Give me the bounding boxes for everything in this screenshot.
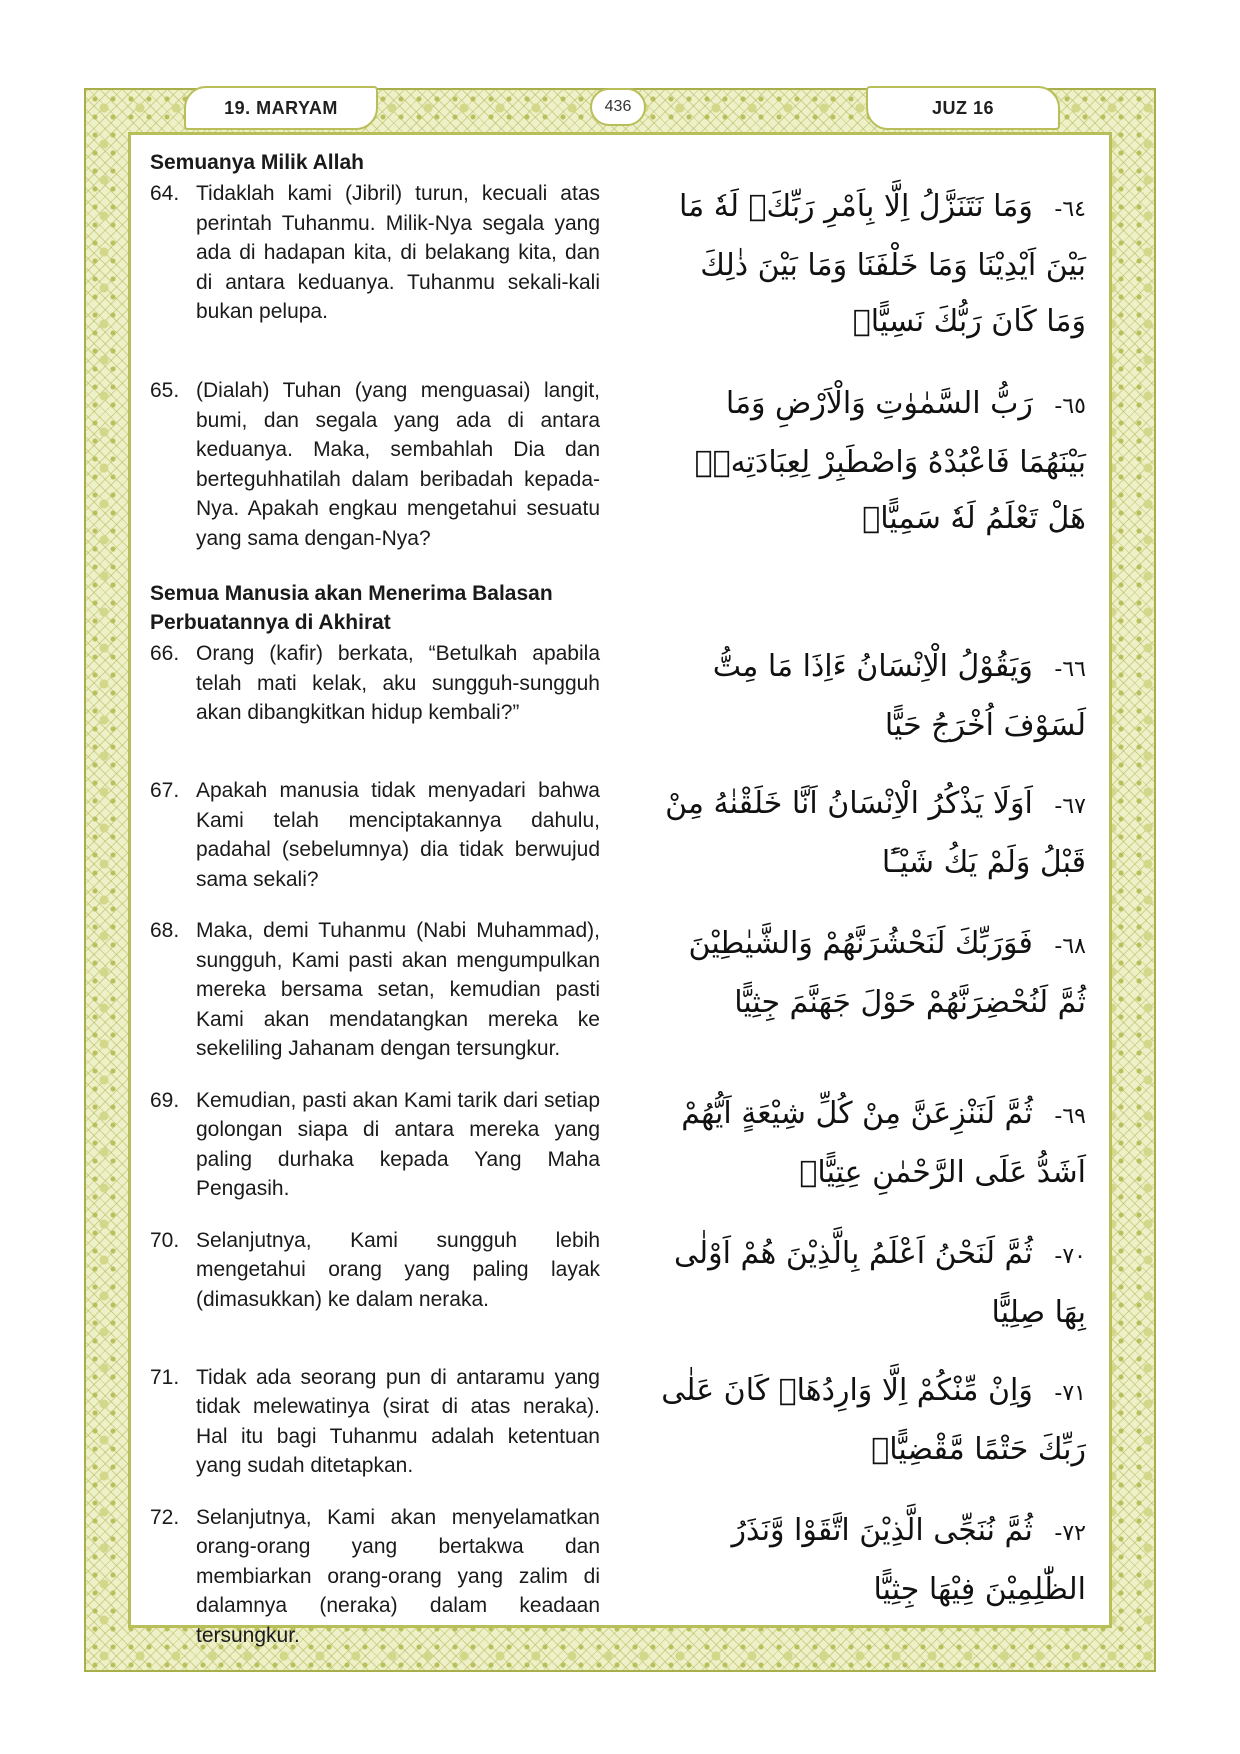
translation [150,179,610,350]
arabic-verse [656,776,1090,894]
arabic-text: رَبُّ السَّمٰوٰتِ وَالْاَرْضِ وَمَا بَيْنَهُمَا فَاعْبُدْهُ وَاصْطَبِرْ لِعِبَادَتِهٖۗ هَلْ تَعْلَمُ لَهٗ سَمِيًّاࣖ [694,386,1086,536]
arabic-verse [656,179,1090,350]
arabic-verse-number: ٦٦- [1054,657,1086,682]
arabic-verse-number: ٦٤- [1054,197,1086,222]
verse-translation: Selanjutnya, Kami akan menyelamatkan orang-orang yang bertakwa dan membiarkan orang-orang yang zalim di dalamnya (neraka) dalam keadaan tersungkur. [196,1505,600,1647]
page-number: 436 [590,88,646,126]
verse-69 [150,1086,1090,1204]
verse-number: 65. [150,379,180,402]
arabic-verse-number: ٦٩- [1054,1103,1086,1129]
verse-translation: Tidak ada seorang pun di antaramu yang tidak melewatinya (sirat di atas neraka). Hal itu bagi Tuhanmu adalah ketentuan yang sudah ditetapkan. [196,1365,600,1477]
verse-66 [150,639,1090,754]
arabic-text: اَوَلَا يَذْكُرُ الْاِنْسَانُ اَنَّا خَلَقْنٰهُ مِنْ قَبْلُ وَلَمْ يَكُ شَيْـًٔا [665,786,1086,880]
verse-72 [150,1503,1090,1651]
section [150,579,1090,1650]
arabic-text: وَمَا نَتَنَزَّلُ اِلَّا بِاَمْرِ رَبِّكَۚ لَهٗ مَا بَيْنَ اَيْدِيْنَا وَمَا خَلْفَنَا وَمَا بَيْنَ ذٰلِكَ وَمَا كَانَ رَبُّكَ نَسِيًّاۚ [679,189,1086,339]
arabic-text: ثُمَّ لَنَنْزِعَنَّ مِنْ كُلِّ شِيْعَةٍ اَيُّهُمْ اَشَدُّ عَلَى الرَّحْمٰنِ عِتِيًّاۚ [681,1095,1086,1190]
arabic-verse [656,376,1090,553]
translation [150,776,610,894]
verse-translation: Kemudian, pasti akan Kami tarik dari setiap golongan siapa di antara mereka yang paling durhaka kepada Yang Maha Pengasih. [196,1088,600,1200]
arabic-verse-number: ٧١- [1054,1380,1086,1406]
arabic-text: فَوَرَبِّكَ لَنَحْشُرَنَّهُمْ وَالشَّيٰطِيْنَ ثُمَّ لَنُحْضِرَنَّهُمْ حَوْلَ جَهَنَّمَ جِثِيًّا [688,926,1086,1020]
arabic-verse-number: ٦٧- [1054,794,1086,819]
verse-translation: Maka, demi Tuhanmu (Nabi Muhammad), sungguh, Kami pasti akan mengumpulkan mereka bersama setan, kemudian pasti Kami akan mendatangkan mereka ke sekeliling Jahanam dengan tersungkur. [196,919,600,1060]
section-title: Semua Manusia akan Menerima Balasan Perbuatannya di Akhirat [150,582,553,634]
verse-translation: Selanjutnya, Kami sungguh lebih mengetahui orang yang paling layak (dimasukkan) ke dalam neraka. [196,1228,600,1311]
translation [150,916,610,1064]
verse-number: 69. [150,1088,180,1112]
arabic-verse-number: ٧٠- [1054,1243,1086,1269]
verse-number: 71. [150,1365,180,1389]
arabic-verse-number: ٦٥- [1054,394,1086,419]
translation [150,1503,610,1651]
verse-number: 70. [150,1228,180,1252]
verse-68 [150,916,1090,1064]
arabic-text: وَيَقُوْلُ الْاِنْسَانُ ءَاِذَا مَا مِتُّ لَسَوْفَ اُخْرَجُ حَيًّا [712,649,1086,743]
verse-number: 68. [150,919,180,942]
verse-number: 64. [150,182,180,205]
page-content [150,148,1090,1650]
arabic-verse [656,1503,1090,1651]
juz-label: JUZ 16 [866,86,1060,130]
arabic-verse [656,639,1090,754]
translation [150,376,610,553]
verse-67 [150,776,1090,894]
arabic-text: وَاِنْ مِّنْكُمْ اِلَّا وَارِدُهَاۚ كَانَ عَلٰى رَبِّكَ حَتْمًا مَّقْضِيًّاۚ [661,1372,1086,1467]
verse-translation: Apakah manusia tidak menyadari bahwa Kami telah menciptakannya dahulu, padahal (sebelumnya) dia tidak berwujud sama sekali? [196,779,600,891]
verse-translation: Tidaklah kami (Jibril) turun, kecuali atas perintah Tuhanmu. Milik-Nya segala yang ada di hadapan kita, di belakang kita, dan di antara keduanya. Tuhanmu sekali-kali bukan pelupa. [196,182,600,323]
surah-name-label: 19. MARYAM [184,86,378,130]
verse-translation: (Dialah) Tuhan (yang menguasai) langit, bumi, dan segala yang ada di antara keduanya. Maka, sembahlah Dia dan berteguhhatilah dalam beribadah kepada-Nya. Apakah engkau mengetahui sesuatu yang sama dengan-Nya? [196,379,600,550]
verse-65 [150,376,1090,553]
verse-number: 66. [150,642,180,665]
translation [150,1226,610,1341]
translation [150,1363,610,1481]
arabic-text: ثُمَّ لَنَحْنُ اَعْلَمُ بِالَّذِيْنَ هُمْ اَوْلٰى بِهَا صِلِيًّا [674,1235,1086,1330]
translation [150,1086,610,1204]
arabic-verse [656,1363,1090,1481]
verse-number: 67. [150,779,180,802]
verse-number: 72. [150,1505,180,1529]
verse-translation: Orang (kafir) berkata, “Betulkah apabila telah mati kelak, aku sungguh-sungguh akan dibangkitkan hidup kembali?” [196,642,600,724]
section [150,148,1090,553]
verse-70 [150,1226,1090,1341]
arabic-verse [656,916,1090,1064]
translation [150,639,610,754]
arabic-verse [656,1086,1090,1204]
section-title: Semuanya Milik Allah [150,151,364,174]
arabic-text: ثُمَّ نُنَجِّى الَّذِيْنَ اتَّقَوْا وَّنَذَرُ الظّٰلِمِيْنَ فِيْهَا جِثِيًّا [731,1512,1086,1607]
verse-71 [150,1363,1090,1481]
arabic-verse [656,1226,1090,1341]
arabic-verse-number: ٦٨- [1054,934,1086,959]
arabic-verse-number: ٧٢- [1054,1520,1086,1546]
verse-64 [150,179,1090,350]
